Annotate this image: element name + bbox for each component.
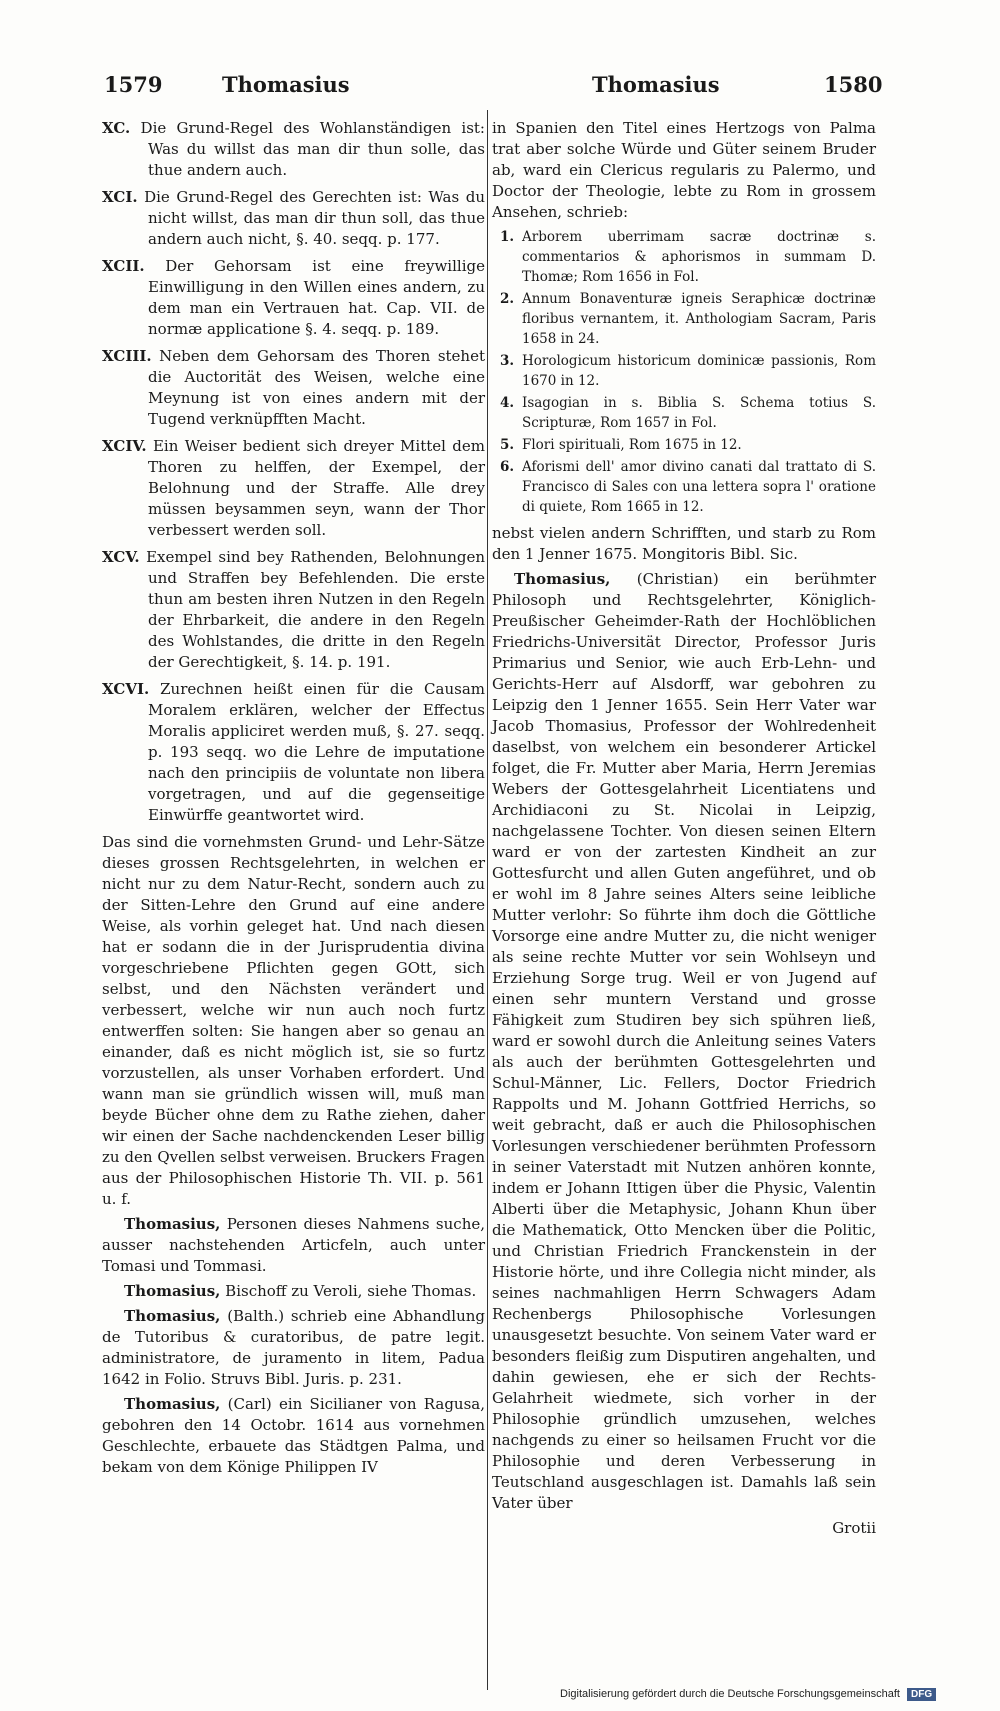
dfg-logo: DFG — [907, 1688, 936, 1701]
continuation-text: in Spanien den Titel eines Hertzogs von Palma trat aber solche Würde und Güter seinem Bruder ab, ward ein Clericus regularis zu Palermo, und Doctor der Theologie, lebte zu Rom in grossem Ansehen, schrieb: — [492, 119, 876, 221]
list-item: 3. Horologicum historicum dominicæ passionis, Rom 1670 in 12. — [500, 353, 876, 389]
left-running-title: Thomasius — [222, 72, 350, 97]
footer-text: Digitalisierung gefördert durch die Deutsche Forschungsgemeinschaft — [560, 1688, 900, 1700]
rule-entry: XCI. Die Grund-Regel des Gerechten ist: Was du nicht willst, das man dir thun soll, das thue andern auch nicht, §. 40. seqq. p. 177. — [102, 188, 485, 248]
rule-entry: XCV. Exempel sind bey Rathenden, Belohnungen und Straffen bey Befehlenden. Die erste thun am besten ihren Nutzen in den Regeln der Ehrbarkeit, die andere in den Regeln des Wohlstandes, die dritte in den Regeln der Gerechtigkeit, §. 14. p. 191. — [102, 548, 485, 671]
list-item: 2. Annum Bonaventuræ igneis Seraphicæ doctrinæ floribus vernantem, it. Anthologiam Sacram, Paris 1658 in 24. — [500, 291, 876, 347]
right-running-title: Thomasius — [592, 72, 720, 97]
catchword: Grotii — [832, 1519, 876, 1537]
lemma-entry: Thomasius, (Balth.) schrieb eine Abhandlung de Tutoribus & curatoribus, de patre legit. administratore, de juramento in litem, Padua 1642 in Folio. Struvs Bibl. Juris. p. 231. — [102, 1307, 485, 1388]
rule-entry: XCVI. Zurechnen heißt einen für die Causam Moralem erklären, welcher der Effectus Moralis appliciret werden muß, §. 27. seqq. p. 193 seqq. wo die Lehre de imputatione nach den principiis de voluntate non libera vorgetragen, und auf die gegenseitige Einwürffe geantwortet wird. — [102, 680, 485, 824]
rule-entry: XCIV. Ein Weiser bedient sich dreyer Mittel dem Thoren zu helffen, der Exempel, der Belohnung und der Straffe. Alle drey müssen beysammen seyn, wann der Thor verbessert werden soll. — [102, 437, 486, 539]
list-item: 6. Aforismi dell' amor divino canati dal trattato di S. Francisco di Sales con una lettera sopra l' oratione di quiete, Rom 1665 in 12. — [500, 459, 876, 515]
list-item: 5. Flori spirituali, Rom 1675 in 12. — [500, 437, 742, 453]
lemma-head: Thomasius, — [124, 1395, 221, 1413]
lemma-head: Thomasius, — [124, 1282, 221, 1300]
left-page-number: 1579 — [104, 72, 163, 97]
after-works-text: nebst vielen andern Schrifften, und starb zu Rom den 1 Jenner 1675. Mongitoris Bibl. Sic. — [492, 524, 876, 563]
lemma-head: Thomasius, — [514, 570, 611, 588]
lemma-entry: Thomasius, Bischoff zu Veroli, siehe Thomas. — [124, 1282, 477, 1300]
rule-entry: XC. Die Grund-Regel des Wohlanständigen ist: Was du willst das man dir thun solle, das thue andern auch. — [102, 119, 485, 179]
works-list — [492, 227, 876, 517]
lemma-head: Thomasius, — [124, 1307, 221, 1325]
lemma-entry: Thomasius, (Christian) ein berühmter Philosoph und Rechtsgelehrter, Königlich-Preußischer Geheimder-Rath der Hochlöblichen Friedrichs-Universität Director, Professor Juris Primarius und Senior, wie auch Erb-Lehn- und Gerichts-Herr auf Alsdorff, war gebohren zu Leipzig den 1 Jenner 1655. Sein Herr Vater war Jacob Thomasius, Professor der Wohlredenheit daselbst, von welchem ein besonderer Artickel folget, die Fr. Mutter aber Maria, Herrn Jeremias Webers der Gottesgelahrheit Licentiatens und Archidiaconi zu St. Nicolai in Leipzig, nachgelassene Tochter. Von diesen seinen Eltern ward er von der zartesten Kindheit an zur Gottesfurcht und allen Guten angeführet, und ob er wohl im 8 Jahre seines Alters seine leibliche Mutter verlohr: So führte ihm doch die Göttliche Vorsorge eine andre Mutter zu, die nicht weniger als seine rechte Mutter vor sein Wohlseyn und Erziehung Sorge trug. Weil er von Jugend auf einen sehr muntern Verstand und grosse Fähigkeit zum Studiren bey sich spühren ließ, ward er sowohl durch die Anleitung seines Vaters als auch der berühmten Gottesgelehrten und Schul-Männer, Lic. Fellers, Doctor Friedrich Rappolts und M. Johann Gottfried Herrichs, so weit gebracht, daß er auch die Philosophischen Vorlesungen verschiedener berühmten Professorn in seiner Vaterstadt mit Nutzen anhören konnte, indem er Johann Ittigen über die Physic, Valentin Alberti über die Metaphysic, Johann Khun über die Mathematick, Otto Mencken über die Politic, und Christian Friedrich Franckenstein in der Historie hörte, und ihre Collegia nicht minder, als seines nachmahligen Herrn Schwagers Adam Rechenbergs Philosophische Vorlesungen unausgesetzt besuchte. Von seinem Vater ward er besonders fleißig zum Disputiren angehalten, und dahin gewiesen, ehe er sich der Rechts-Gelahrheit wiedmete, sich vorher in der Philosophie gründlich umzusehen, welches nachgends zu einer so heilsamen Frucht vor die Philosophie und deren Verbesserung in Teutschland ausgeschlagen ist. Damahls laß sein Vater über — [492, 570, 876, 1512]
summary-paragraph: Das sind die vornehmsten Grund- und Lehr-Sätze dieses grossen Rechtsgelehrten, in welchen er nicht nur zu dem Natur-Recht, sondern auch zu der Sitten-Lehre den Grund auf eine andere Weise, als vorhin geleget hat. Und nach diesen hat er sodann die in der Jurisprudentia divina vorgeschriebene Pflichten gegen GOtt, sich selbst, und den Nächsten verändert und verbessert, welche wir nun auch noch furtz entwerffen solten: Sie hangen aber so genau an einander, daß es nicht möglich ist, sie so furtz vorzustellen, als unser Vorhaben erfordert. Und wann man sie gründlich wissen will, muß man beyde Bücher ohne dem zu Rathe ziehen, daher wir einen der Sache nachdenckenden Leser billig zu den Qvellen selbst verweisen. Bruckers Fragen aus der Philosophischen Historie Th. VII. p. 561 u. f. — [102, 833, 485, 1208]
right-column — [492, 118, 876, 1539]
rule-entry: XCII. Der Gehorsam ist eine freywillige Einwilligung in den Willen eines andern, zu dem man ein Vertrauen hat. Cap. VII. de normæ applicatione §. 4. seqq. p. 189. — [102, 257, 485, 338]
right-page-number: 1580 — [824, 72, 883, 97]
lemma-head: Thomasius, — [124, 1215, 221, 1233]
lemma-entry: Thomasius, Personen dieses Nahmens suche, ausser nachstehenden Articfeln, auch unter Tomasi und Tommasi. — [102, 1215, 485, 1275]
footer-credit — [560, 1688, 936, 1701]
column-divider — [487, 110, 488, 1690]
list-item: 4. Isagogian in s. Biblia S. Schema totius S. Scripturæ, Rom 1657 in Fol. — [500, 395, 876, 431]
lemma-entry: Thomasius, (Carl) ein Sicilianer von Ragusa, gebohren den 14 Octobr. 1614 aus vornehmen Geschlechte, erbauete das Städtgen Palma, und bekam von dem Könige Philippen IV — [102, 1395, 485, 1476]
rule-entry: XCIII. Neben dem Gehorsam des Thoren stehet die Auctorität des Weisen, welche eine Meynung ist von eines andern mit der Tugend verknüpfften Macht. — [102, 347, 485, 428]
left-column — [102, 118, 485, 1482]
list-item: 1. Arborem uberrimam sacræ doctrinæ s. commentarios & aphorismos in summam D. Thomæ; Rom 1656 in Fol. — [500, 229, 876, 285]
